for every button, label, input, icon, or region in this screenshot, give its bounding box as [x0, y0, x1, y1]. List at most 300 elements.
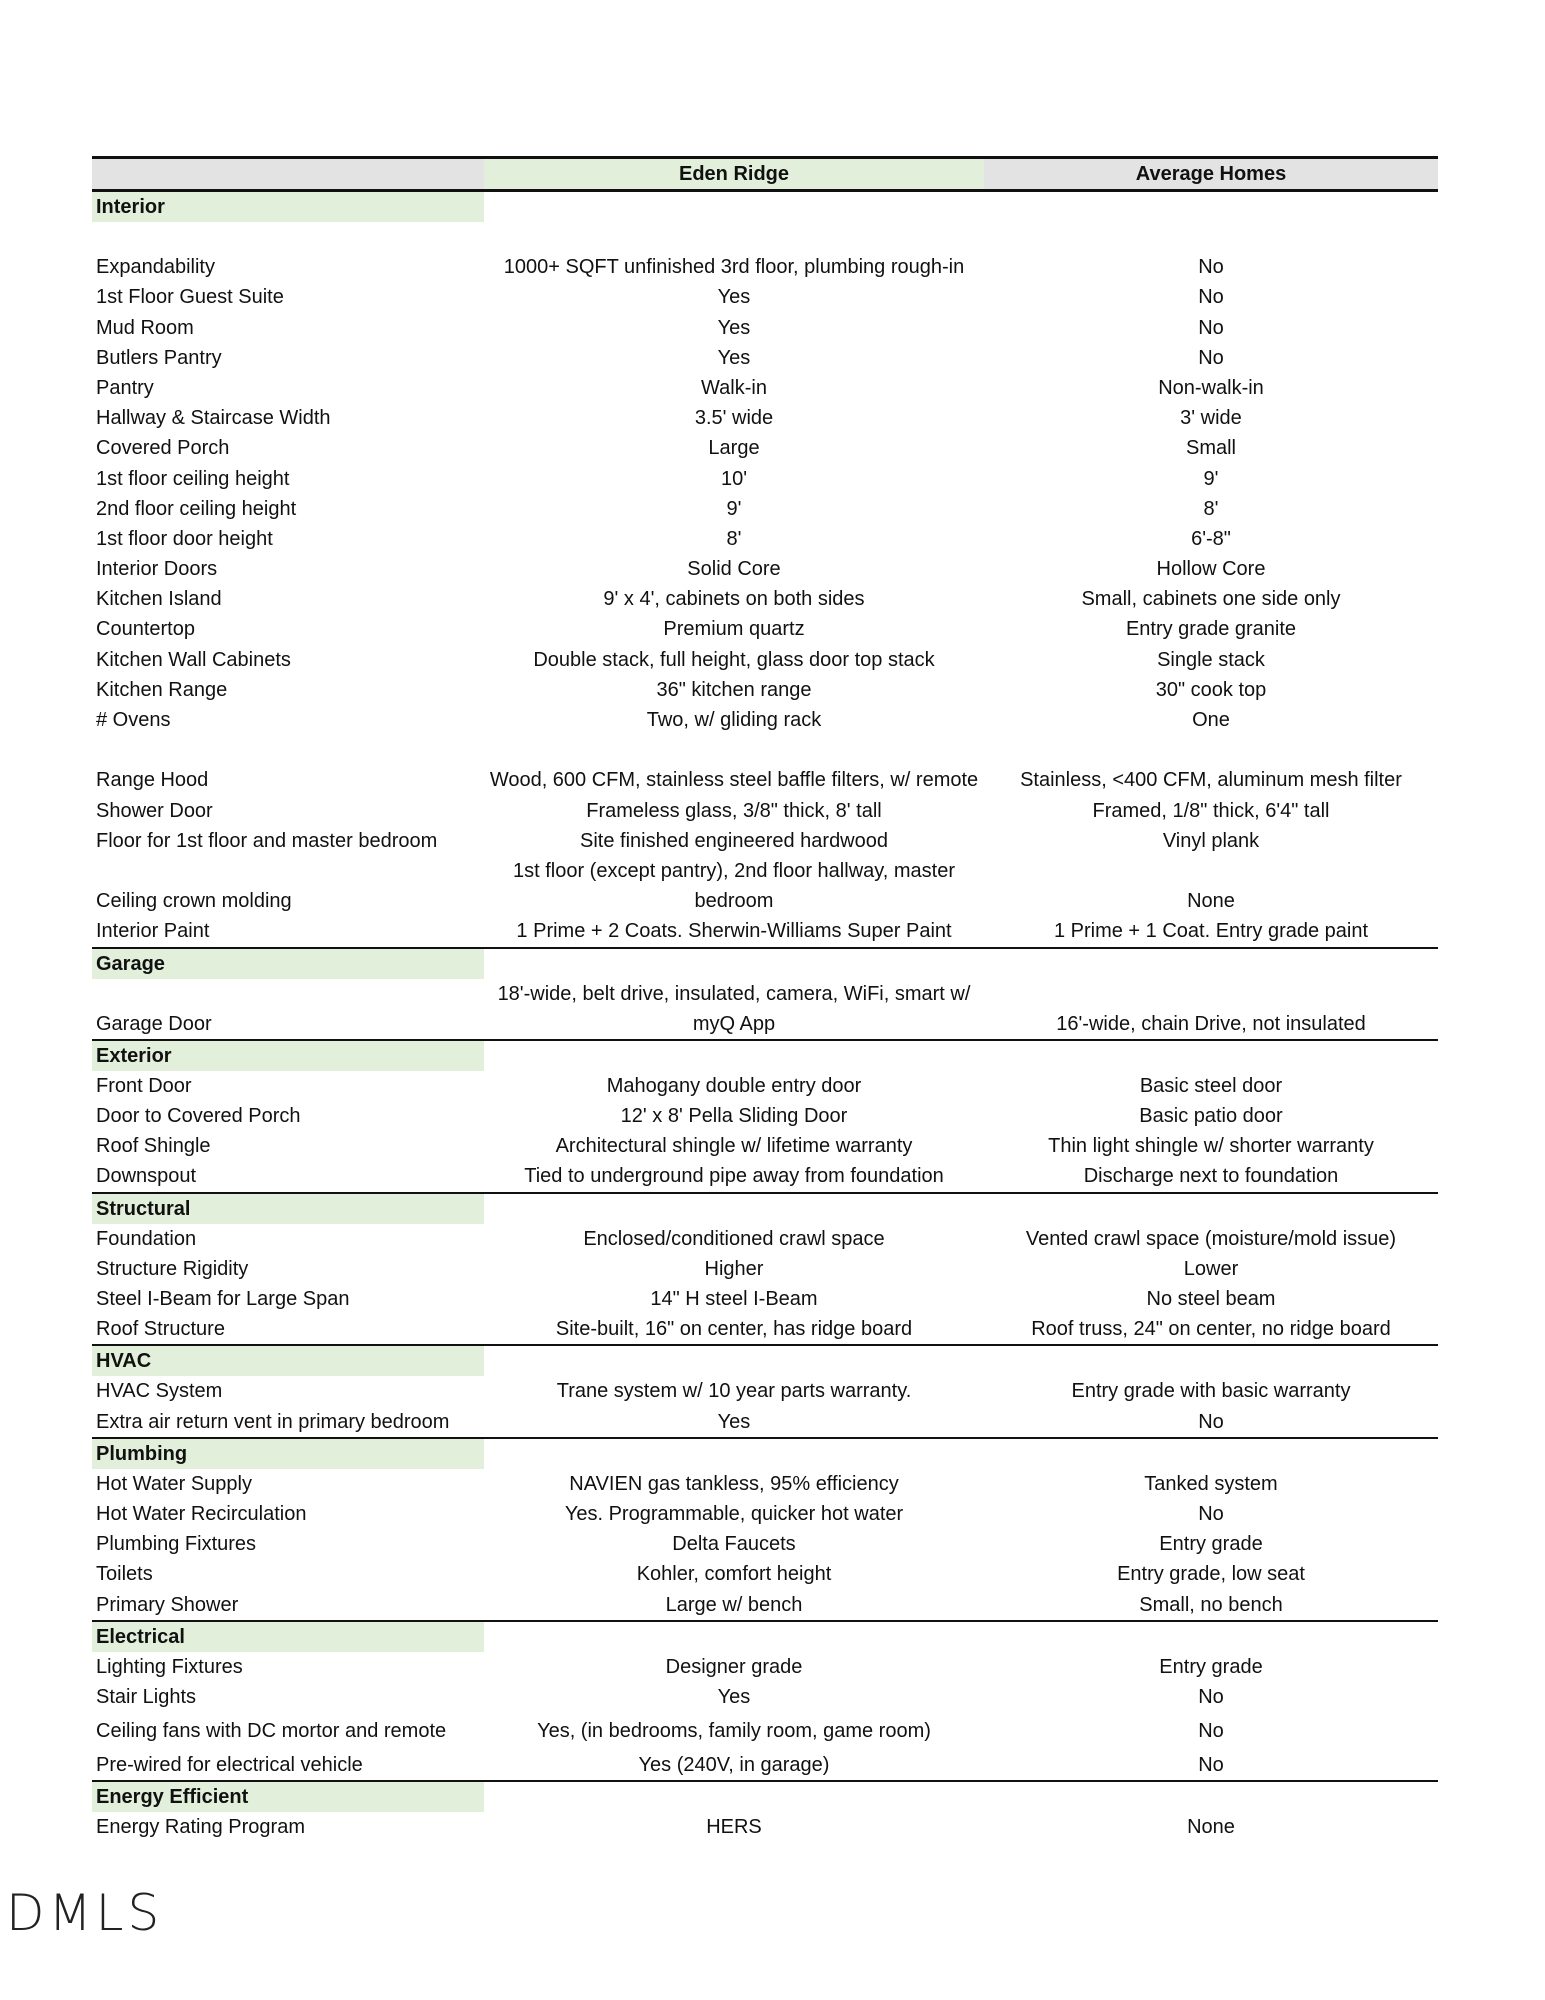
section-structural — [92, 1192, 1438, 1345]
average-homes-cell-text: Entry grade granite — [1125, 618, 1297, 641]
table-row — [92, 735, 1438, 795]
feature-cell-text: Range Hood — [96, 769, 209, 792]
feature-cell-text: Energy Rating Program — [96, 1816, 305, 1839]
table-row — [92, 464, 1438, 494]
feature-cell — [92, 584, 484, 614]
eden-ridge-cell — [484, 524, 984, 554]
table-row — [92, 494, 1438, 524]
table-row — [92, 1469, 1438, 1499]
eden-ridge-cell — [484, 1682, 984, 1712]
eden-ridge-cell — [484, 222, 984, 282]
table-row — [92, 282, 1438, 312]
average-homes-cell — [984, 735, 1438, 795]
feature-cell — [92, 796, 484, 826]
average-homes-cell — [984, 705, 1438, 735]
average-homes-cell-text: Entry grade, low seat — [1117, 1563, 1305, 1586]
feature-cell-text: Interior Paint — [96, 920, 210, 943]
eden-ridge-cell — [484, 1101, 984, 1131]
average-homes-cell-text: Entry grade — [1159, 1655, 1263, 1678]
eden-ridge-cell — [484, 1712, 984, 1746]
table-row — [92, 584, 1438, 614]
average-homes-cell — [984, 313, 1438, 343]
average-homes-cell-text: Vented crawl space (moisture/mold issue) — [1025, 1227, 1397, 1250]
table-row — [92, 856, 1438, 916]
eden-ridge-cell — [484, 614, 984, 644]
table-row — [92, 1224, 1438, 1254]
feature-cell — [92, 1746, 484, 1780]
feature-cell-text: Ceiling crown molding — [96, 890, 292, 913]
average-homes-cell-text: No — [1198, 256, 1224, 279]
average-homes-cell — [984, 1162, 1438, 1192]
eden-ridge-cell — [484, 1590, 984, 1620]
header-feature — [92, 159, 484, 189]
feature-cell — [92, 1284, 484, 1314]
table-row — [92, 373, 1438, 403]
eden-ridge-cell-text: 9' — [726, 497, 742, 520]
feature-cell — [92, 1376, 484, 1406]
eden-ridge-cell — [484, 373, 984, 403]
section-title: Exterior — [92, 1041, 484, 1071]
eden-ridge-cell — [484, 403, 984, 433]
table-row — [92, 1712, 1438, 1746]
eden-ridge-cell — [484, 1071, 984, 1101]
average-homes-cell-text: One — [1192, 709, 1230, 731]
feature-cell-text: Plumbing Fixtures — [96, 1533, 257, 1556]
feature-cell — [92, 1407, 484, 1437]
average-homes-cell-text: No — [1198, 1753, 1224, 1776]
eden-ridge-cell — [484, 1469, 984, 1499]
average-homes-cell-text: Tanked system — [1144, 1472, 1278, 1495]
average-homes-cell-text: Entry grade — [1159, 1533, 1263, 1556]
table-row — [92, 1652, 1438, 1682]
eden-ridge-cell-text: Tied to underground pipe away from foundation — [524, 1165, 944, 1188]
table-row — [92, 1746, 1438, 1780]
feature-cell — [92, 1529, 484, 1559]
average-homes-cell — [984, 826, 1438, 856]
feature-cell — [92, 1162, 484, 1192]
average-homes-cell-text: Lower — [1183, 1257, 1239, 1280]
average-homes-cell — [984, 675, 1438, 705]
table-row — [92, 1162, 1438, 1192]
section-title: Plumbing — [92, 1439, 484, 1469]
feature-cell-text: Kitchen Wall Cabinets — [96, 648, 291, 671]
average-homes-cell — [984, 494, 1438, 524]
feature-cell — [92, 614, 484, 644]
average-homes-cell — [984, 796, 1438, 826]
eden-ridge-cell-text: Large — [708, 437, 760, 460]
average-homes-cell — [984, 1499, 1438, 1529]
average-homes-cell-text: 6'-8" — [1191, 527, 1231, 550]
eden-ridge-cell-text: 1000+ SQFT unfinished 3rd floor, plumbing rough-in — [503, 256, 965, 279]
eden-ridge-cell — [484, 856, 984, 916]
eden-ridge-cell-text: Designer grade — [665, 1655, 803, 1678]
average-homes-cell — [984, 856, 1438, 916]
eden-ridge-cell-text: Solid Core — [687, 558, 781, 581]
feature-cell-text: Front Door — [96, 1074, 192, 1097]
eden-ridge-cell-text: Delta Faucets — [672, 1533, 796, 1556]
average-homes-cell-text: Entry grade with basic warranty — [1071, 1380, 1351, 1403]
average-homes-cell — [984, 1224, 1438, 1254]
average-homes-cell — [984, 1746, 1438, 1780]
average-homes-cell — [984, 979, 1438, 1039]
feature-cell — [92, 826, 484, 856]
average-homes-cell-text: No steel beam — [1146, 1288, 1276, 1311]
average-homes-cell-text: No — [1198, 316, 1224, 339]
eden-ridge-cell — [484, 313, 984, 343]
sections-container — [92, 192, 1438, 1842]
feature-cell — [92, 1254, 484, 1284]
eden-ridge-cell — [484, 1812, 984, 1842]
section-title: Garage — [92, 949, 484, 979]
eden-ridge-cell — [484, 1376, 984, 1406]
feature-cell — [92, 222, 484, 282]
eden-ridge-cell — [484, 1746, 984, 1780]
feature-cell-text: Garage Door — [96, 1012, 212, 1035]
average-homes-cell — [984, 1529, 1438, 1559]
average-homes-cell — [984, 916, 1438, 946]
feature-cell — [92, 856, 484, 916]
average-homes-cell — [984, 1590, 1438, 1620]
average-homes-cell-text: None — [1187, 1816, 1235, 1839]
feature-cell-text: Toilets — [96, 1563, 153, 1586]
feature-cell — [92, 433, 484, 463]
feature-cell — [92, 1652, 484, 1682]
table-row — [92, 1254, 1438, 1284]
table-row — [92, 403, 1438, 433]
eden-ridge-cell — [484, 1254, 984, 1284]
eden-ridge-cell-text: Yes (240V, in garage) — [638, 1753, 830, 1776]
eden-ridge-cell-text: Frameless glass, 3/8" thick, 8' tall — [586, 799, 882, 822]
table-row — [92, 1071, 1438, 1101]
average-homes-cell — [984, 222, 1438, 282]
feature-cell-text: Hallway & Staircase Width — [96, 407, 331, 430]
feature-cell-text: Interior Doors — [96, 558, 218, 581]
dmls-logo: DMLS — [6, 1884, 164, 1942]
feature-cell — [92, 1469, 484, 1499]
feature-cell — [92, 705, 484, 735]
eden-ridge-cell — [484, 1652, 984, 1682]
average-homes-cell-text: Small, cabinets one side only — [1081, 588, 1341, 611]
average-homes-cell — [984, 1469, 1438, 1499]
eden-ridge-cell — [484, 979, 984, 1039]
section-hvac — [92, 1344, 1438, 1436]
feature-cell-text: Hot Water Supply — [96, 1472, 252, 1495]
feature-cell-text: Primary Shower — [96, 1593, 239, 1616]
average-homes-cell — [984, 584, 1438, 614]
feature-cell-text: Pre-wired for electrical vehicle — [96, 1753, 363, 1776]
eden-ridge-cell-text: Higher — [704, 1257, 764, 1280]
average-homes-cell-text: 9' — [1203, 467, 1219, 490]
eden-ridge-cell — [484, 584, 984, 614]
feature-cell-text: Foundation — [96, 1227, 197, 1250]
table-row — [92, 1559, 1438, 1589]
table-row — [92, 343, 1438, 373]
eden-ridge-cell-text: NAVIEN gas tankless, 95% efficiency — [569, 1472, 899, 1495]
average-homes-cell — [984, 1284, 1438, 1314]
average-homes-cell — [984, 1652, 1438, 1682]
feature-cell — [92, 735, 484, 795]
eden-ridge-cell — [484, 735, 984, 795]
table-row — [92, 979, 1438, 1039]
average-homes-cell-text: No — [1198, 1502, 1224, 1525]
eden-ridge-cell-text: Yes — [717, 316, 751, 339]
eden-ridge-cell-text: 14" H steel I-Beam — [650, 1288, 818, 1311]
average-homes-cell — [984, 373, 1438, 403]
feature-cell — [92, 1071, 484, 1101]
eden-ridge-cell-text: Architectural shingle w/ lifetime warranty — [555, 1135, 913, 1158]
feature-cell — [92, 403, 484, 433]
section-energy-efficient — [92, 1780, 1438, 1842]
eden-ridge-cell-text: Mahogany double entry door — [606, 1074, 862, 1097]
average-homes-cell-text: None — [1187, 890, 1235, 913]
eden-ridge-cell — [484, 1131, 984, 1161]
eden-ridge-cell — [484, 1314, 984, 1344]
eden-ridge-cell-text: Yes — [717, 1410, 751, 1433]
feature-cell — [92, 1682, 484, 1712]
feature-cell — [92, 554, 484, 584]
eden-ridge-cell-text: Site-built, 16" on center, has ridge board — [555, 1318, 913, 1341]
section-interior — [92, 192, 1438, 947]
feature-cell-text: 1st Floor Guest Suite — [96, 286, 284, 309]
table-row — [92, 1101, 1438, 1131]
eden-ridge-cell-text: Large w/ bench — [665, 1593, 803, 1616]
average-homes-cell-text: No — [1198, 1719, 1224, 1742]
eden-ridge-cell-text: 3.5' wide — [694, 407, 774, 430]
eden-ridge-cell — [484, 675, 984, 705]
feature-cell-text: Mud Room — [96, 316, 194, 339]
average-homes-cell-text: 1 Prime + 1 Coat. Entry grade paint — [1053, 920, 1369, 943]
table-row — [92, 554, 1438, 584]
table-row — [92, 1376, 1438, 1406]
section-title: Structural — [92, 1194, 484, 1224]
feature-cell — [92, 675, 484, 705]
eden-ridge-cell-text: Two, w/ gliding rack — [646, 709, 822, 731]
eden-ridge-cell — [484, 1529, 984, 1559]
table-row — [92, 524, 1438, 554]
eden-ridge-cell-text: 1st floor (except pantry), 2nd floor hallway, master bedroom — [512, 859, 956, 913]
average-homes-cell-text: Basic patio door — [1139, 1105, 1283, 1128]
table-row — [92, 1314, 1438, 1344]
eden-ridge-cell — [484, 645, 984, 675]
average-homes-cell-text: Basic steel door — [1139, 1074, 1283, 1097]
average-homes-cell — [984, 1254, 1438, 1284]
feature-cell — [92, 1590, 484, 1620]
eden-ridge-cell-text: Yes — [717, 1685, 751, 1708]
average-homes-cell-text: 30" cook top — [1155, 678, 1267, 701]
eden-ridge-cell — [484, 464, 984, 494]
feature-cell-text: Extra air return vent in primary bedroom — [96, 1410, 450, 1433]
eden-ridge-cell — [484, 1499, 984, 1529]
eden-ridge-cell-text: Double stack, full height, glass door top stack — [533, 648, 935, 671]
section-garage — [92, 947, 1438, 1039]
table-row — [92, 645, 1438, 675]
eden-ridge-cell-text: 1 Prime + 2 Coats. Sherwin-Williams Super Paint — [516, 920, 952, 943]
feature-cell — [92, 645, 484, 675]
table-row — [92, 796, 1438, 826]
eden-ridge-cell — [484, 1162, 984, 1192]
average-homes-cell-text: 8' — [1203, 497, 1219, 520]
feature-cell — [92, 1559, 484, 1589]
section-exterior — [92, 1039, 1438, 1192]
table-row — [92, 222, 1438, 282]
feature-cell — [92, 343, 484, 373]
average-homes-cell — [984, 1712, 1438, 1746]
eden-ridge-cell-text: Yes, (in bedrooms, family room, game room) — [537, 1719, 931, 1742]
average-homes-cell — [984, 282, 1438, 312]
comparison-table — [92, 156, 1438, 1842]
eden-ridge-cell — [484, 916, 984, 946]
feature-cell-text: 1st floor ceiling height — [96, 467, 290, 490]
table-row — [92, 1131, 1438, 1161]
average-homes-cell — [984, 645, 1438, 675]
feature-cell-text: Floor for 1st floor and master bedroom — [96, 829, 438, 852]
header-average-homes: Average Homes — [1135, 163, 1287, 185]
feature-cell — [92, 1131, 484, 1161]
header-eden-ridge: Eden Ridge — [484, 159, 984, 189]
table-row — [92, 1529, 1438, 1559]
average-homes-cell-text: Small, no bench — [1139, 1593, 1283, 1616]
table-row — [92, 1499, 1438, 1529]
feature-cell-text: Expandability — [96, 256, 215, 279]
eden-ridge-cell-text: Premium quartz — [663, 618, 805, 641]
eden-ridge-cell-text: 18'-wide, belt drive, insulated, camera, WiFi, smart w/ myQ App — [497, 982, 971, 1035]
table-row — [92, 916, 1438, 946]
eden-ridge-cell-text: 8' — [726, 527, 742, 550]
feature-cell-text: Butlers Pantry — [96, 346, 222, 369]
average-homes-cell — [984, 1812, 1438, 1842]
average-homes-cell — [984, 1131, 1438, 1161]
table-row — [92, 705, 1438, 735]
average-homes-cell-text: Small — [1185, 437, 1236, 460]
eden-ridge-cell — [484, 343, 984, 373]
eden-ridge-cell — [484, 705, 984, 735]
feature-cell-text: Lighting Fixtures — [96, 1655, 243, 1678]
section-title: HVAC — [92, 1346, 484, 1376]
average-homes-cell-text: 16'-wide, chain Drive, not insulated — [1056, 1012, 1366, 1035]
section-electrical — [92, 1620, 1438, 1780]
feature-cell-text: Downspout — [96, 1165, 197, 1188]
eden-ridge-cell — [484, 796, 984, 826]
feature-cell-text: Roof Shingle — [96, 1135, 211, 1158]
feature-cell-text: Ceiling fans with DC mortor and remote — [96, 1719, 447, 1742]
average-homes-cell — [984, 554, 1438, 584]
average-homes-cell-text: 3' wide — [1180, 407, 1242, 430]
average-homes-cell-text: No — [1198, 1685, 1224, 1708]
feature-cell-text: Shower Door — [96, 799, 213, 822]
feature-cell-text: Structure Rigidity — [96, 1257, 249, 1280]
average-homes-cell-text: Discharge next to foundation — [1083, 1165, 1339, 1188]
feature-cell — [92, 313, 484, 343]
section-title: Interior — [92, 192, 484, 222]
average-homes-cell — [984, 1559, 1438, 1589]
feature-cell-text: Stair Lights — [96, 1685, 197, 1708]
feature-cell — [92, 524, 484, 554]
average-homes-cell-text: Framed, 1/8" thick, 6'4" tall — [1092, 799, 1330, 822]
feature-cell — [92, 282, 484, 312]
eden-ridge-cell — [484, 826, 984, 856]
eden-ridge-cell-text: 36" kitchen range — [656, 678, 812, 701]
feature-cell-text: Pantry — [96, 376, 154, 399]
feature-cell-text: # Ovens — [96, 709, 171, 731]
feature-cell — [92, 464, 484, 494]
feature-cell — [92, 1314, 484, 1344]
feature-cell-text: Roof Structure — [96, 1318, 225, 1341]
eden-ridge-cell-text: Kohler, comfort height — [636, 1563, 832, 1586]
average-homes-cell — [984, 1376, 1438, 1406]
average-homes-cell — [984, 433, 1438, 463]
section-plumbing — [92, 1437, 1438, 1620]
eden-ridge-cell — [484, 1407, 984, 1437]
eden-ridge-cell-text: Yes — [717, 346, 751, 369]
average-homes-cell-text: Single stack — [1157, 648, 1265, 671]
eden-ridge-cell-text: Yes — [717, 286, 751, 309]
feature-cell-text: HVAC System — [96, 1380, 223, 1403]
section-title: Energy Efficient — [92, 1782, 484, 1812]
table-header — [92, 156, 1438, 192]
feature-cell-text: 2nd floor ceiling height — [96, 497, 297, 520]
eden-ridge-cell-text: Yes. Programmable, quicker hot water — [564, 1502, 904, 1525]
feature-cell-text: 1st floor door height — [96, 527, 273, 550]
eden-ridge-cell — [484, 1284, 984, 1314]
section-title: Electrical — [92, 1622, 484, 1652]
average-homes-cell-text: Thin light shingle w/ shorter warranty — [1048, 1135, 1374, 1158]
table-row — [92, 826, 1438, 856]
average-homes-cell — [984, 614, 1438, 644]
feature-cell — [92, 1224, 484, 1254]
average-homes-cell-text: Hollow Core — [1156, 558, 1266, 581]
average-homes-cell-text: Roof truss, 24" on center, no ridge board — [1031, 1318, 1391, 1341]
average-homes-cell-text: No — [1198, 286, 1224, 309]
feature-cell — [92, 916, 484, 946]
table-row — [92, 675, 1438, 705]
eden-ridge-cell — [484, 1224, 984, 1254]
eden-ridge-cell-text: HERS — [706, 1816, 762, 1839]
eden-ridge-cell-text: Enclosed/conditioned crawl space — [583, 1227, 885, 1250]
feature-cell-text: Kitchen Range — [96, 678, 228, 701]
average-homes-cell — [984, 403, 1438, 433]
average-homes-cell — [984, 464, 1438, 494]
feature-cell-text: Steel I-Beam for Large Span — [96, 1288, 350, 1311]
eden-ridge-cell — [484, 282, 984, 312]
feature-cell — [92, 1101, 484, 1131]
eden-ridge-cell-text: 12' x 8' Pella Sliding Door — [620, 1105, 848, 1128]
eden-ridge-cell — [484, 494, 984, 524]
average-homes-cell-text: Non-walk-in — [1158, 376, 1264, 399]
feature-cell-text: Hot Water Recirculation — [96, 1502, 307, 1525]
table-row — [92, 313, 1438, 343]
average-homes-cell-text: No — [1198, 346, 1224, 369]
eden-ridge-cell — [484, 433, 984, 463]
feature-cell-text: Kitchen Island — [96, 588, 222, 611]
eden-ridge-cell-text: Trane system w/ 10 year parts warranty. — [556, 1380, 912, 1403]
table-row — [92, 433, 1438, 463]
eden-ridge-cell-text: Walk-in — [701, 376, 767, 399]
feature-cell — [92, 979, 484, 1039]
table-row — [92, 1407, 1438, 1437]
average-homes-cell-text: No — [1198, 1410, 1224, 1433]
feature-cell — [92, 1712, 484, 1746]
feature-cell — [92, 1812, 484, 1842]
average-homes-cell-text: Stainless, <400 CFM, aluminum mesh filter — [1020, 769, 1402, 792]
table-row — [92, 1812, 1438, 1842]
average-homes-cell — [984, 524, 1438, 554]
table-row — [92, 1284, 1438, 1314]
average-homes-cell-text: Vinyl plank — [1162, 829, 1260, 852]
feature-cell — [92, 373, 484, 403]
table-row — [92, 614, 1438, 644]
average-homes-cell — [984, 1314, 1438, 1344]
eden-ridge-cell — [484, 554, 984, 584]
